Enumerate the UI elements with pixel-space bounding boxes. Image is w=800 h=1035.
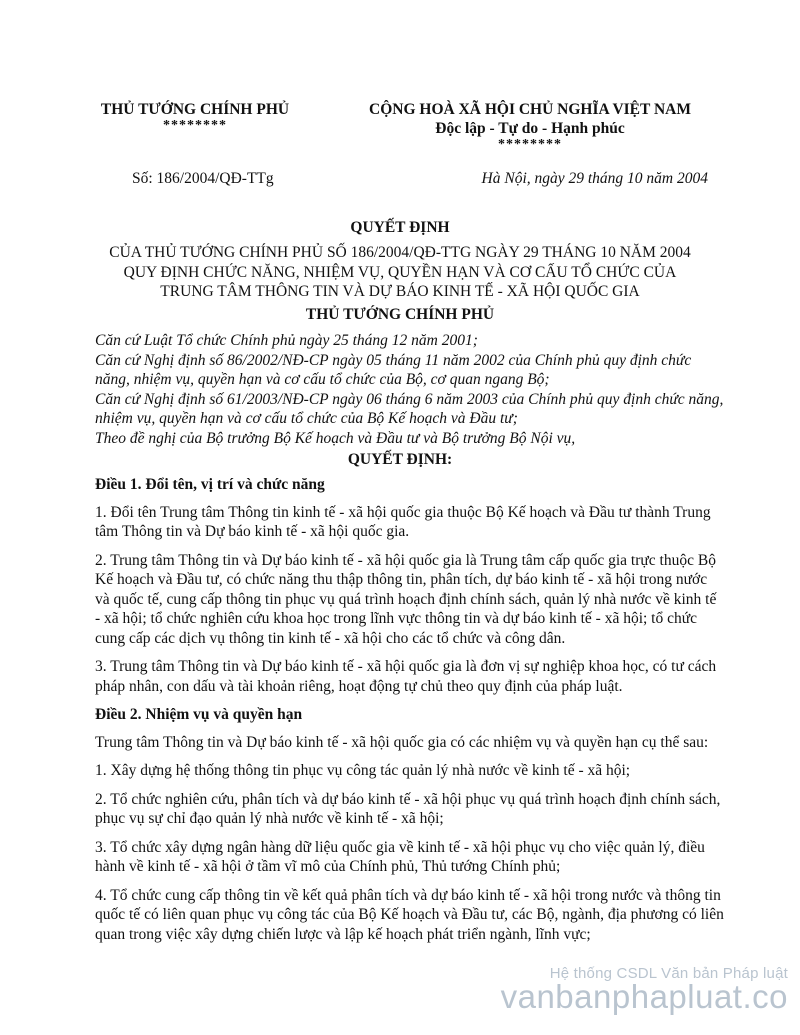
- article-1-heading: Điều 1. Đổi tên, vị trí và chức năng: [95, 476, 325, 493]
- article-2-item-3: 3. Tổ chức xây dựng ngân hàng dữ liệu quốc gia về kinh tế - xã hội phục vụ cho việc quản lý, điều hành về kinh tế - xã hội ở tầm vĩ mô của Chính phủ, Thủ tướng Chính phủ;: [95, 838, 705, 875]
- issuing-authority: THỦ TƯỚNG CHÍNH PHỦ: [100, 101, 290, 118]
- article-1-paragraph-1: 1. Đổi tên Trung tâm Thông tin kinh tế - xã hội quốc gia thuộc Bộ Kế hoạch và Đầu tư thành Trung tâm Thông tin và Dự báo kinh tế - xã hội quốc gia.: [95, 503, 711, 540]
- document-number: Số: 186/2004/QĐ-TTg: [132, 170, 274, 187]
- decision-heading: QUYẾT ĐỊNH:: [347, 451, 453, 468]
- authority-separator: ********: [163, 118, 227, 133]
- article-2-heading: Điều 2. Nhiệm vụ và quyền hạn: [95, 706, 303, 723]
- legal-basis-3: Căn cứ Nghị định số 61/2003/NĐ-CP ngày 06 tháng 6 năm 2003 của Chính phủ quy định chức năng, nhiệm vụ, quyền hạn và cơ cấu tổ chức của Bộ Kế hoạch và Đầu tư;: [95, 390, 724, 427]
- legal-basis-4: Theo đề nghị của Bộ trưởng Bộ Kế hoạch và Đầu tư và Bộ trưởng Bộ Nội vụ,: [95, 429, 576, 447]
- country-name: CỘNG HOÀ XÃ HỘI CHỦ NGHĨA VIỆT NAM: [369, 101, 691, 118]
- legal-basis-2: Căn cứ Nghị định số 86/2002/NĐ-CP ngày 05 tháng 11 năm 2002 của Chính phủ quy định chức năng, nhiệm vụ, quyền hạn và cơ cấu tổ chức của Bộ, cơ quan ngang Bộ;: [95, 351, 692, 388]
- article-1-paragraph-3: 3. Trung tâm Thông tin và Dự báo kinh tế - xã hội quốc gia là đơn vị sự nghiệp khoa học, có tư cách pháp nhân, con dấu và tài khoản riêng, hoạt động tự chủ theo quy định của pháp luật.: [95, 658, 717, 695]
- national-title-block: [335, 100, 725, 152]
- document-body: [95, 475, 725, 953]
- article-2-item-4: 4. Tổ chức cung cấp thông tin về kết quả phân tích và dự báo kinh tế - xã hội trong nước và thông tin quốc tế có liên quan phục vụ công tác của Bộ Kế hoạch và Đầu tư, các Bộ, ngành, địa phương có liên quan trong việc xây dựng chiến lược và lập kế hoạch phát triển ngành, lĩnh vực;: [95, 886, 724, 943]
- watermark-site: vanbanphapluat.co: [500, 978, 788, 1015]
- legal-basis-1: Căn cứ Luật Tổ chức Chính phủ ngày 25 tháng 12 năm 2001;: [95, 332, 478, 349]
- article-2-intro: Trung tâm Thông tin và Dự báo kinh tế - xã hội quốc gia có các nhiệm vụ và quyền hạn cụ thể sau:: [95, 733, 709, 751]
- article-2-item-2: 2. Tổ chức nghiên cứu, phân tích và dự báo kinh tế - xã hội phục vụ quá trình hoạch định chính sách, phục vụ sự chỉ đạo quản lý nhà nước về kinh tế - xã hội;: [95, 790, 721, 827]
- motto-separator: ********: [498, 137, 562, 152]
- watermark-caption: Hệ thống CSDL Văn bản Pháp luật: [549, 965, 788, 982]
- title-line-3: TRUNG TÂM THÔNG TIN VÀ DỰ BÁO KINH TẾ - XÃ HỘI QUỐC GIA: [160, 283, 640, 300]
- national-motto: Độc lập - Tự do - Hạnh phúc: [435, 120, 625, 137]
- article-1-paragraph-2: 2. Trung tâm Thông tin và Dự báo kinh tế - xã hội quốc gia là Trung tâm cấp quốc gia trực thuộc Bộ Kế hoạch và Đầu tư, có chức năng thu thập thông tin, phân tích, dự báo kinh tế - xã hội trong nước và quốc tế, cung cấp thông tin phục vụ quá trình hoạch định chính sách, quản lý nhà nước về kinh tế - xã hội; tổ chức nghiên cứu khoa học trong lĩnh vực thông tin và dự báo kinh tế - xã hội; tổ chức cung cấp các dịch vụ thông tin kinh tế - xã hội cho các tổ chức và công dân.: [95, 551, 717, 647]
- issuing-authority-block: [95, 100, 295, 133]
- place-and-date: Hà Nội, ngày 29 tháng 10 năm 2004: [481, 170, 708, 187]
- authority-heading: THỦ TƯỚNG CHÍNH PHỦ: [305, 305, 495, 323]
- article-2-item-1: 1. Xây dựng hệ thống thông tin phục vụ công tác quản lý nhà nước về kinh tế - xã hội;: [95, 762, 631, 779]
- title-block: [80, 218, 720, 325]
- document-type-title: QUYẾT ĐỊNH: [350, 219, 450, 236]
- title-line-1: CỦA THỦ TƯỚNG CHÍNH PHỦ SỐ 186/2004/QĐ-TTG NGÀY 29 THÁNG 10 NĂM 2004: [109, 244, 691, 261]
- title-line-2: QUY ĐỊNH CHỨC NĂNG, NHIỆM VỤ, QUYỀN HẠN VÀ CƠ CẤU TỔ CHỨC CỦA: [123, 263, 677, 281]
- legal-bases: [95, 331, 725, 448]
